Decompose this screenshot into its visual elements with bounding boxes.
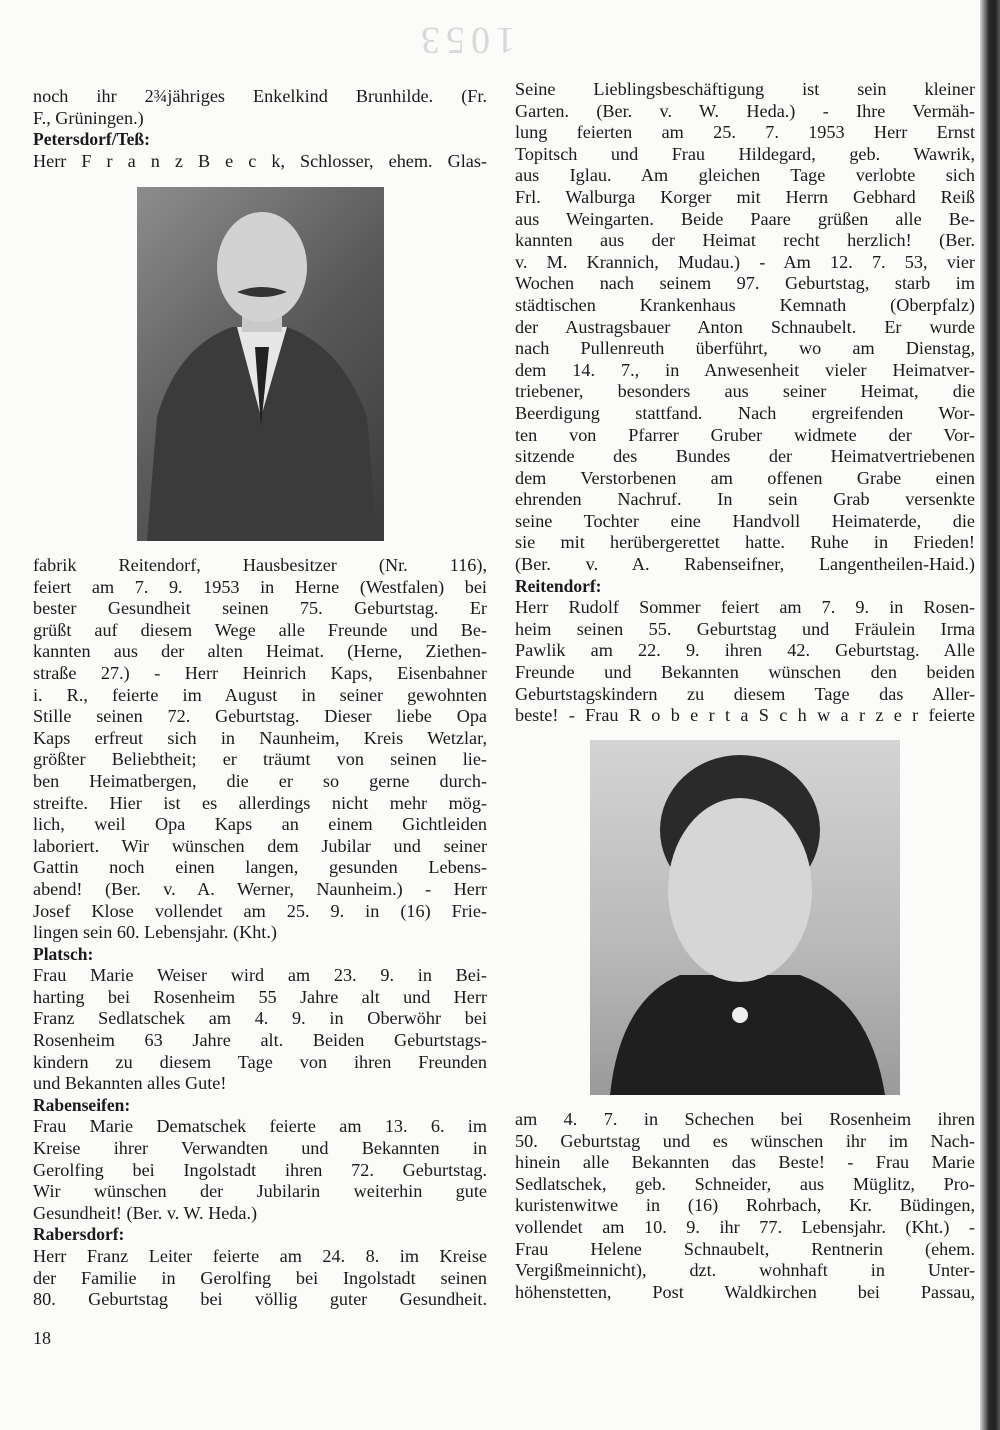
archive-stamp: 1053	[415, 19, 515, 61]
text-line: abend! (Ber. v. A. Werner, Naunheim.) - Herr	[33, 878, 487, 899]
text-line: ben Heimatbergen, die er so gerne durch-	[33, 770, 487, 791]
text-line: triebener, besonders aus seiner Heimat, die	[515, 381, 975, 402]
text-line: Gerolfing bei Ingolstadt ihren 72. Geburtstag.	[33, 1159, 487, 1180]
text-line: nach Pullenreuth überführt, wo am Dienstag,	[515, 338, 975, 359]
left-column-top	[33, 86, 487, 172]
text-line: kannten aus der Heimat recht herzlich! (Ber.	[515, 230, 975, 251]
text-line: Pawlik am 22. 9. ihren 42. Geburtstag. Alle	[515, 640, 975, 661]
text-line: ten von Pfarrer Gruber widmete der Vor-	[515, 424, 975, 445]
text-line: aus Weingarten. Beide Paare grüßen alle Be-	[515, 208, 975, 229]
text-line: straße 27.) - Herr Heinrich Kaps, Eisenbahner	[33, 662, 487, 683]
text-line: Geburtstagskindern zu diesem Tage das Aller-	[515, 683, 975, 704]
section-heading: Platsch:	[33, 943, 94, 964]
text-line: Herr F r a n z B e c k, Schlosser, ehem. Glas-	[33, 150, 487, 171]
text-line: Frau Marie Dematschek feierte am 13. 6. im	[33, 1116, 487, 1137]
text-line: der Familie in Gerolfing bei Ingolstadt seinen	[33, 1267, 487, 1288]
text-line: Seine Lieblingsbeschäftigung ist sein kleiner	[515, 79, 975, 99]
text-line: Wir wünschen der Jubilarin weiterhin gute	[33, 1181, 487, 1202]
text-line: 80. Geburtstag bei völlig guter Gesundheit.	[33, 1289, 487, 1310]
text-line: laboriert. Wir wünschen dem Jubilar und seiner	[33, 835, 487, 856]
text-line: Topitsch und Frau Hildegard, geb. Wawrik,	[515, 143, 975, 164]
text-line: vollendet am 10. 9. ihr 77. Lebensjahr. (Kht.) -	[515, 1216, 975, 1237]
text-line: Stille seinen 72. Geburtstag. Dieser liebe Opa	[33, 706, 487, 727]
portrait-photo-roberta-schwarzer	[590, 740, 900, 1095]
text-line: 50. Geburtstag und es wünschen ihr im Nach-	[515, 1130, 975, 1151]
left-column-bottom	[33, 555, 487, 1311]
text-line: aus Iglau. Am gleichen Tage verlobte sich	[515, 165, 975, 186]
text-line: grüßt auf diesem Wege alle Freunde und Be-	[33, 619, 487, 640]
text-line: v. M. Krannich, Mudau.) - Am 12. 7. 53, vier	[515, 251, 975, 272]
text-line: (Ber. v. A. Rabenseifner, Langentheilen-Haid.)	[515, 554, 975, 575]
text-line: Beerdigung stattfand. Nach ergreifenden Wor-	[515, 402, 975, 423]
text-line: Frl. Walburga Korger mit Herrn Gebhard Reiß	[515, 186, 975, 207]
text-line: Freunde und Bekannten wünschen den beiden	[515, 662, 975, 683]
text-line: lich, weil Opa Kaps an einem Gichtleiden	[33, 814, 487, 835]
text-line: kuristenwitwe in (16) Rohrbach, Kr. Büdingen,	[515, 1195, 975, 1216]
text-line: der Austragsbauer Anton Schnaubelt. Er wurde	[515, 316, 975, 337]
text-line: streifte. Hier ist es allerdings nicht mehr mög-	[33, 792, 487, 813]
text-line: bester Gesundheit seinen 75. Geburtstag. Er	[33, 598, 487, 619]
text-line: Gesundheit! (Ber. v. W. Heda.)	[33, 1202, 258, 1223]
text-line: heim seinen 55. Geburtstag und Fräulein Irma	[515, 618, 975, 639]
text-line: fabrik Reitendorf, Hausbesitzer (Nr. 116),	[33, 555, 487, 575]
text-line: höhenstetten, Post Waldkirchen bei Passau,	[515, 1281, 975, 1302]
text-line: größter Beliebtheit; er träumt von seinen lie-	[33, 749, 487, 770]
text-line: harting bei Rosenheim 55 Jahre alt und Herr	[33, 986, 487, 1007]
text-line: kindern zu diesem Tage von ihren Freunden	[33, 1051, 487, 1072]
text-line: ehrenden Nachruf. In sein Grab versenkte	[515, 489, 975, 510]
section-heading: Rabenseifen:	[33, 1094, 131, 1115]
text-line: lingen sein 60. Lebensjahr. (Kht.)	[33, 922, 277, 943]
portrait-photo-franz-beck	[137, 187, 384, 541]
text-line: Franz Sedlatschek am 4. 9. in Oberwöhr bei	[33, 1008, 487, 1029]
section-heading: Rabersdorf:	[33, 1224, 125, 1245]
text-line: i. R., feierte im August in seiner gewohnten	[33, 684, 487, 705]
page-edge-shadow	[980, 0, 1000, 1430]
text-line: Frau Marie Weiser wird am 23. 9. in Bei-	[33, 965, 487, 986]
text-line: hinein alle Bekannten das Beste! - Frau Marie	[515, 1152, 975, 1173]
text-line: dem 14. 7., in Anwesenheit vieler Heimatver-	[515, 359, 975, 380]
text-line: lung feierten am 25. 7. 1953 Herr Ernst	[515, 122, 975, 143]
text-line: feiert am 7. 9. 1953 in Herne (Westfalen) bei	[33, 576, 487, 597]
text-line: dem Verstorbenen am offenen Grabe einen	[515, 467, 975, 488]
right-column-top	[515, 79, 975, 727]
page-number: 18	[33, 1328, 51, 1348]
text-line: F., Grüningen.)	[33, 107, 144, 128]
text-line: Herr Franz Leiter feierte am 24. 8. im Kreise	[33, 1246, 487, 1266]
text-line: Josef Klose vollendet am 25. 9. in (16) Frie-	[33, 900, 487, 921]
text-line: Kaps erfreut sich in Naunheim, Kreis Wetzlar,	[33, 727, 487, 748]
text-line: Herr Rudolf Sommer feiert am 7. 9. in Rosen-	[515, 597, 975, 618]
section-heading: Petersdorf/Teß:	[33, 129, 150, 150]
text-line: noch ihr 2¾jähriges Enkelkind Brunhilde. (Fr.	[33, 86, 487, 106]
text-line: Rosenheim 63 Jahre alt. Beiden Geburtstags-	[33, 1030, 487, 1051]
text-line: Wochen nach seinem 97. Geburtstag, starb im	[515, 273, 975, 294]
text-line: sie mit herübergerettet hatte. Ruhe in Frieden!	[515, 532, 975, 553]
text-line: Gattin noch einen langen, gesunden Lebens-	[33, 857, 487, 878]
text-line: Sedlatschek, geb. Schneider, aus Müglitz, Pro-	[515, 1173, 975, 1194]
text-line: und Bekannten alles Gute!	[33, 1073, 227, 1094]
text-line: städtischen Krankenhaus Kemnath (Oberpfalz)	[515, 294, 975, 315]
text-line: seine Tochter eine Handvoll Heimaterde, die	[515, 510, 975, 531]
section-heading: Reitendorf:	[515, 575, 602, 596]
text-line: sitzende des Bundes der Heimatvertriebenen	[515, 446, 975, 467]
text-line: beste! - Frau R o b e r t a S c h w a r z e r feierte	[515, 705, 975, 726]
right-column-bottom	[515, 1109, 975, 1303]
text-line: am 4. 7. in Schechen bei Rosenheim ihren	[515, 1109, 975, 1129]
text-line: Vergißmeinnicht), dzt. wohnhaft in Unter-	[515, 1260, 975, 1281]
text-line: Garten. (Ber. v. W. Heda.) - Ihre Vermäh-	[515, 100, 975, 121]
text-line: kannten aus der alten Heimat. (Herne, Ziethen-	[33, 641, 487, 662]
text-line: Frau Helene Schnaubelt, Rentnerin (ehem.	[515, 1238, 975, 1259]
text-line: Kreise ihrer Verwandten und Bekannten in	[33, 1138, 487, 1159]
